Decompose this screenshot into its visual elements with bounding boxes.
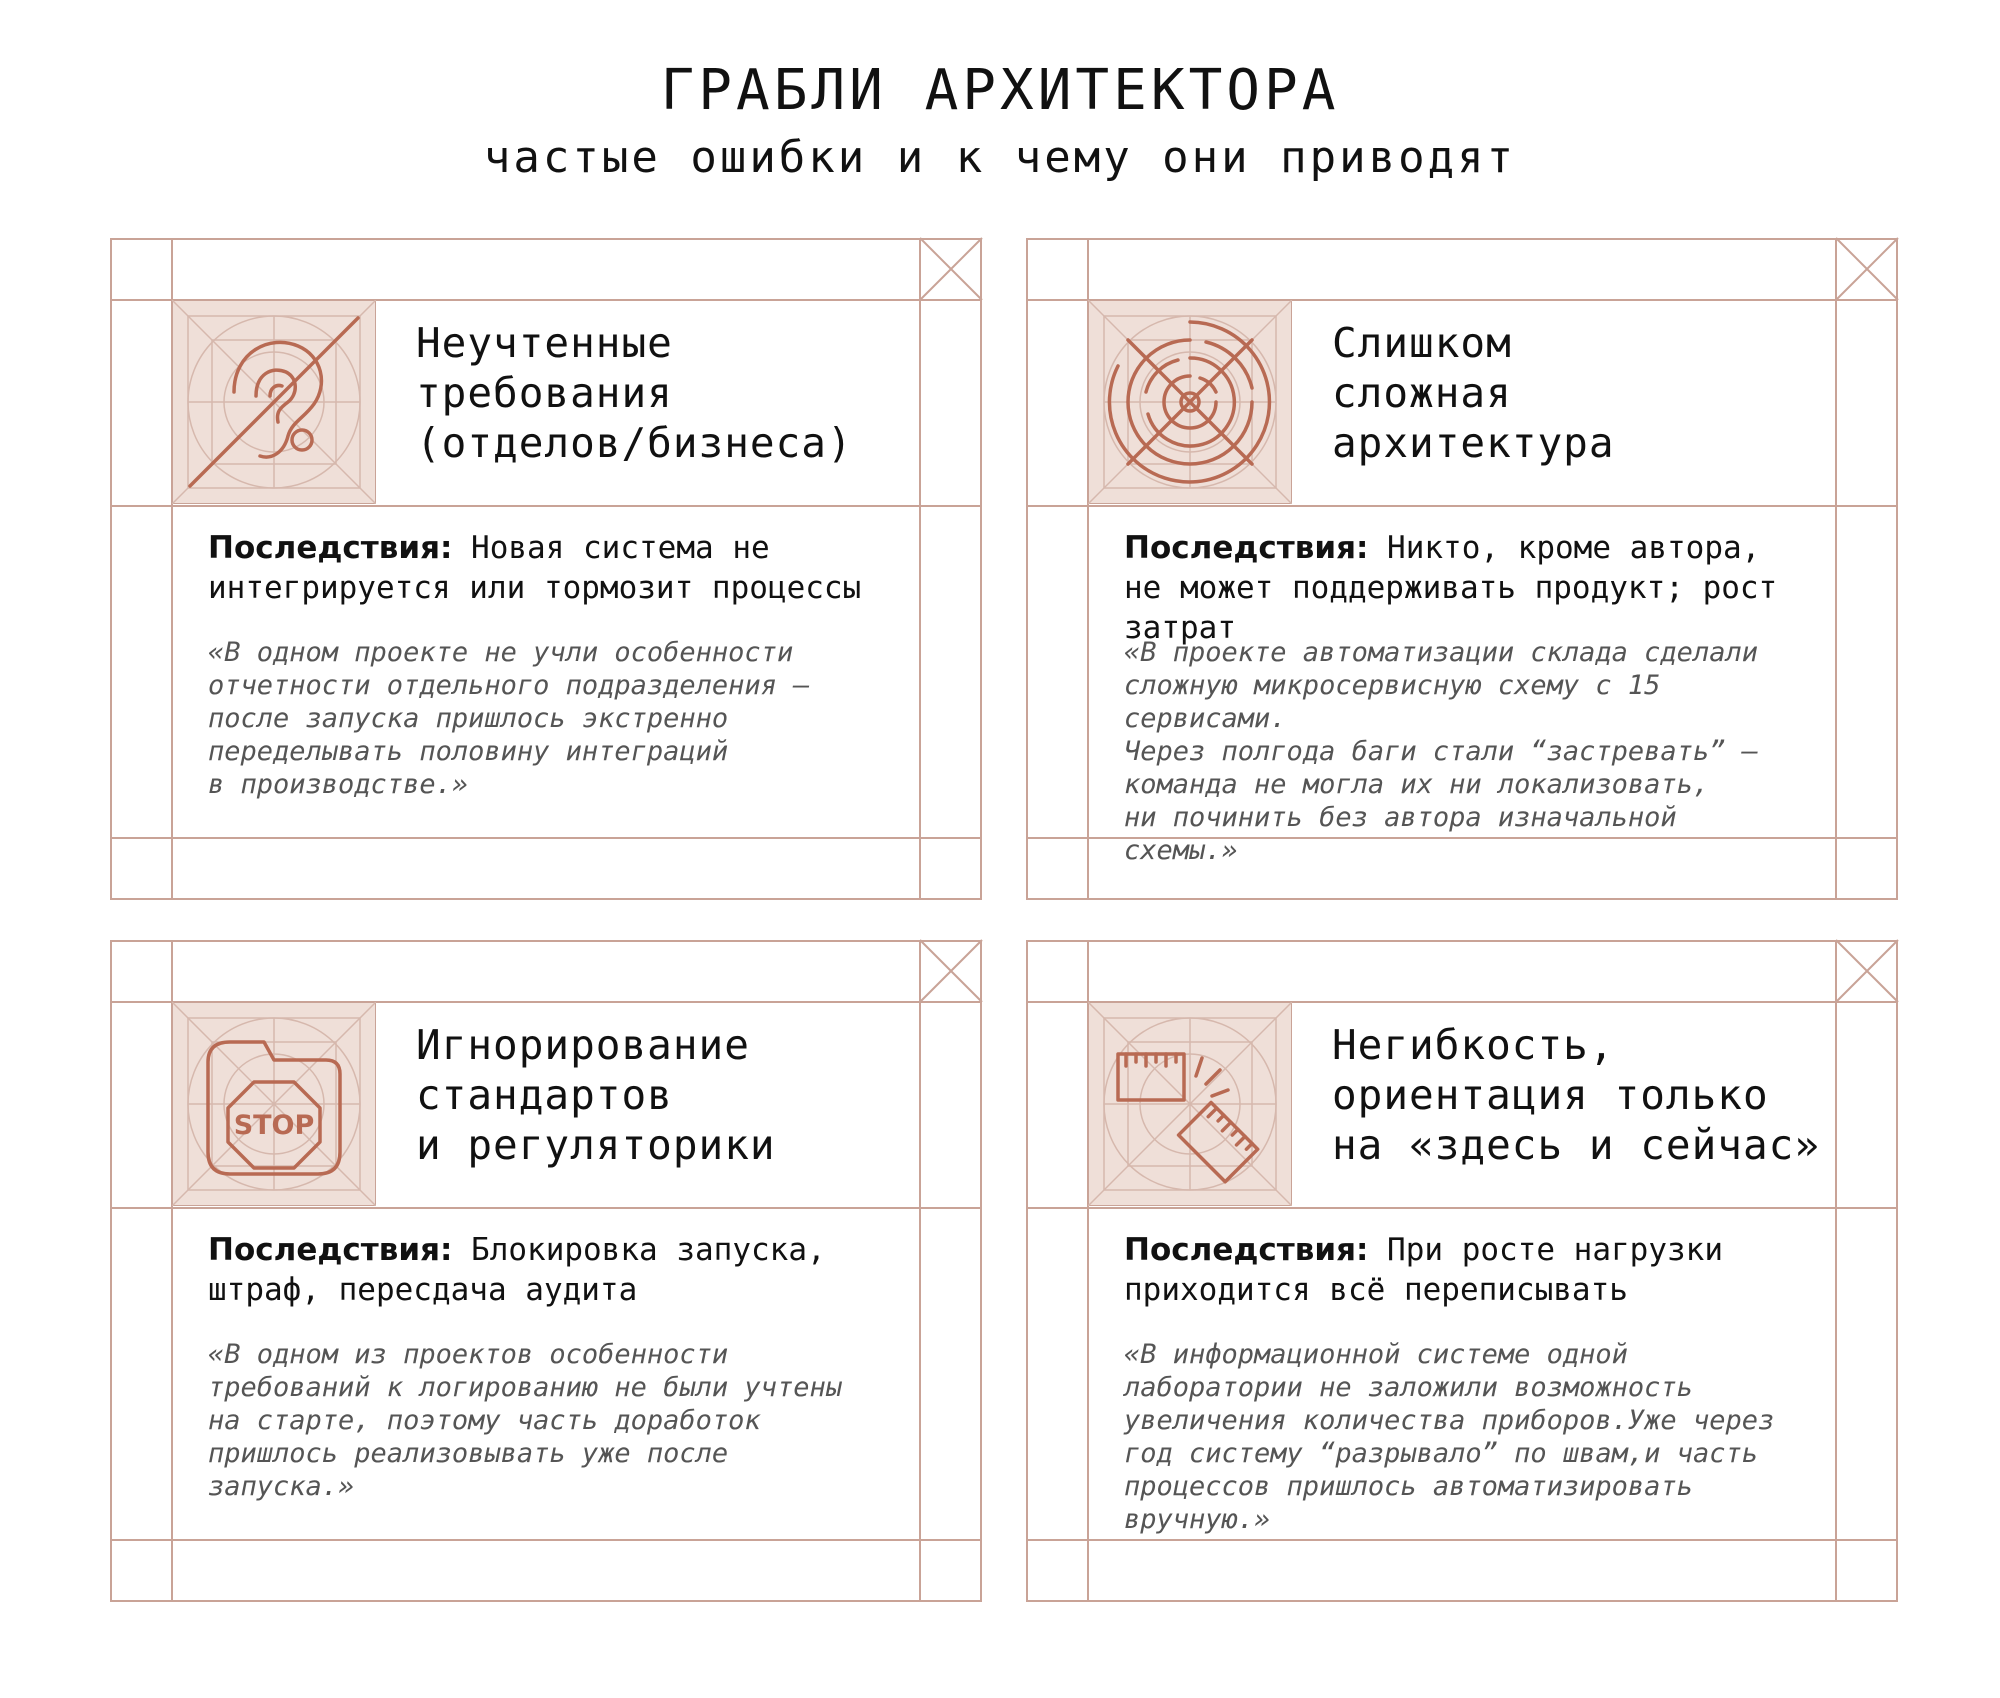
consequence-text: Никто, кроме автора, не может поддерживать продукт; рост затрат (1124, 530, 1778, 646)
card-consequence (1124, 1230, 1784, 1310)
svg-text:STOP: STOP (233, 1110, 315, 1141)
card-heading: Слишком сложная архитектура (1332, 319, 1615, 467)
consequence-text: При росте нагрузки приходится всё переписывать (1124, 1232, 1723, 1308)
card-consequence (208, 1230, 868, 1310)
consequence-text: Блокировка запуска, штраф, пересдача аудита (208, 1232, 826, 1308)
crossed-ear-icon (172, 300, 376, 504)
card-heading: Негибкость, ориентация только на «здесь и сейчас» (1332, 1021, 1820, 1169)
page-title: ГРАБЛИ АРХИТЕКТОРА (660, 58, 1340, 123)
consequence-label: Последствия: (1124, 530, 1369, 566)
card-quote: «В информационной системе одной лаборатории не заложили возможность увеличения количества приборов.Уже через год систему “разрывало” по швам,и часть процессов пришлось автоматизировать вручную.» (1124, 1339, 1775, 1535)
card-quote: «В одном из проектов особенности требований к логированию не были учтены на старте, поэтому часть доработок пришлось реализовывать уже после запуска.» (208, 1339, 842, 1502)
consequence-label: Последствия: (1124, 1232, 1369, 1268)
consequence-label: Последствия: (208, 1232, 453, 1268)
card-heading: Игнорирование стандартов и регуляторики (416, 1021, 776, 1169)
consequence-text: Новая система не интегрируется или тормозит процессы (208, 530, 862, 606)
page-subtitle: частые ошибки и к чему они приводят (483, 132, 1517, 183)
card-unaccounted-requirements (110, 238, 982, 900)
card-complex-architecture (1026, 238, 1898, 900)
card-ignoring-standards (110, 940, 982, 1602)
card-heading: Неучтенные требования (отделов/бизнеса) (416, 319, 853, 467)
broken-ruler-icon (1088, 1002, 1292, 1206)
stop-folder-icon (172, 1002, 376, 1206)
card-quote: «В проекте автоматизации склада сделали сложную микросервисную схему с 15 сервисами. Через полгода баги стали “застревать” — команда не могла их ни локализовать, ни починить без автора изначальной схемы.» (1124, 637, 1758, 866)
card-inflexibility (1026, 940, 1898, 1602)
consequence-label: Последствия: (208, 530, 453, 566)
card-consequence (208, 528, 868, 608)
crossed-maze-icon (1088, 300, 1292, 504)
card-consequence (1124, 528, 1784, 648)
card-quote: «В одном проекте не учли особенности отчетности отдельного подразделения — после запуска пришлось экстренно переделывать половину интеграций в производстве.» (208, 637, 810, 800)
